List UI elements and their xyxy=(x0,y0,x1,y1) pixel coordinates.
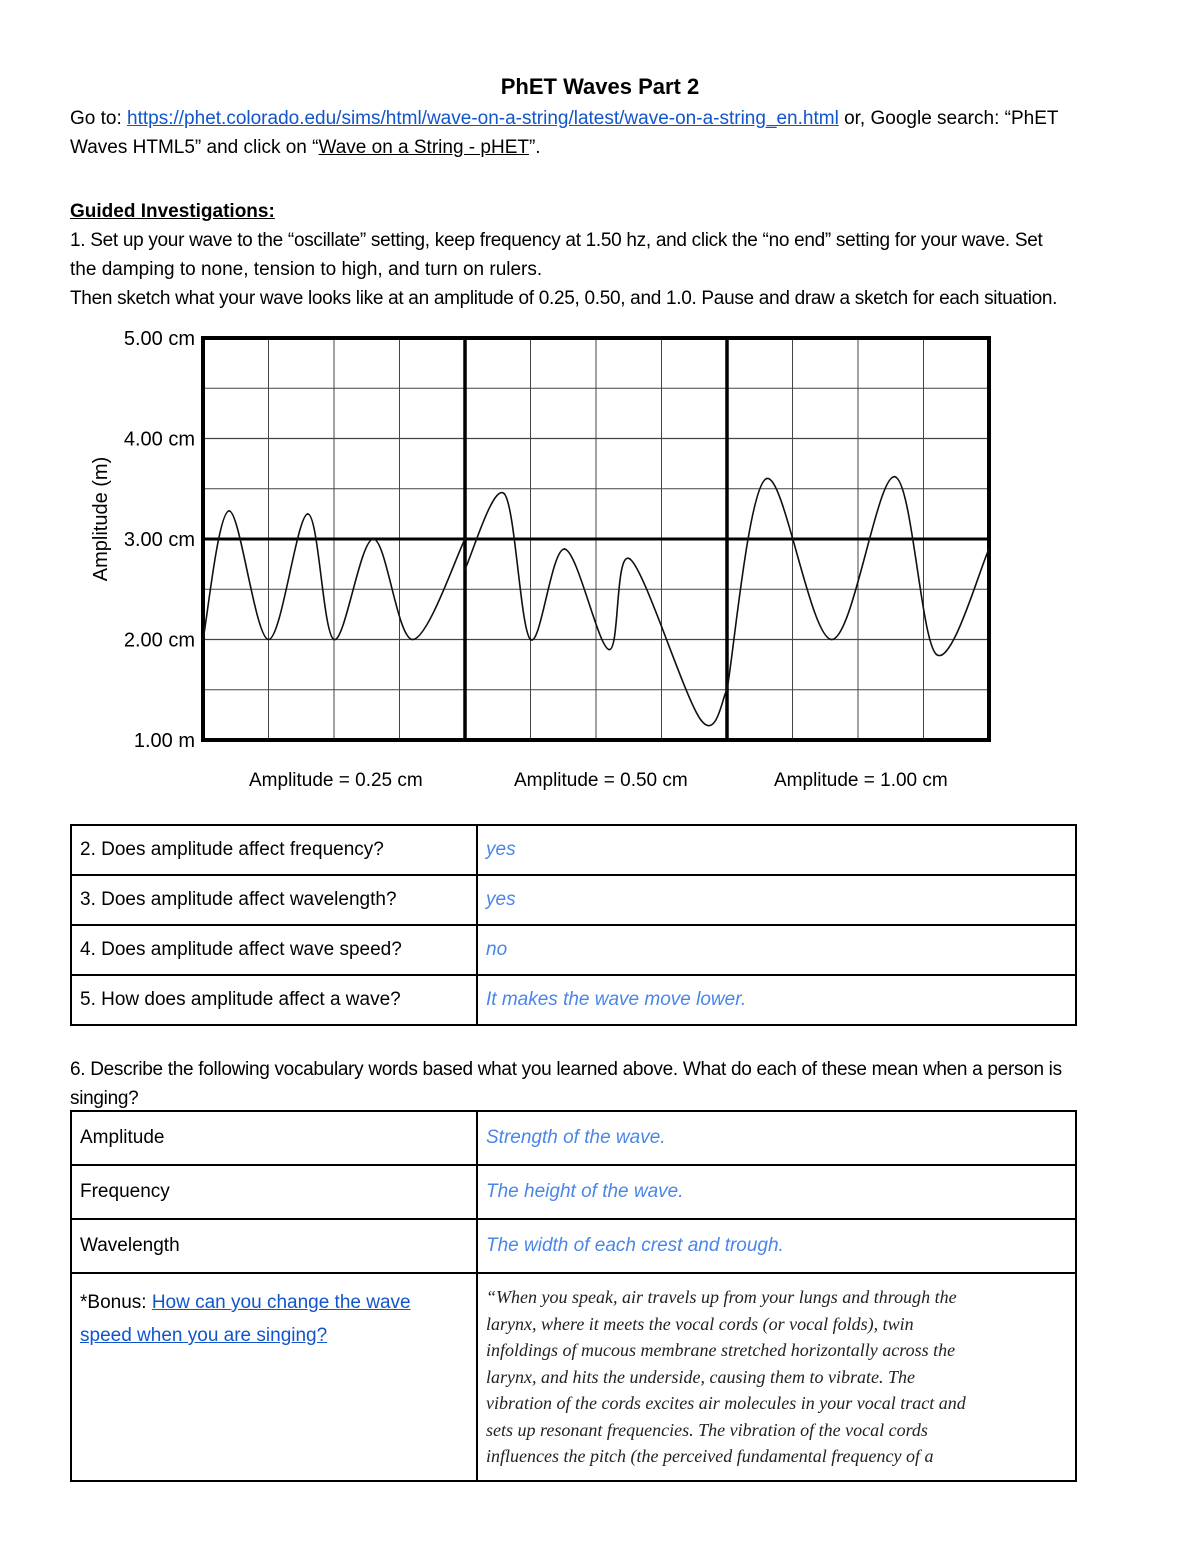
wave-on-a-string-link[interactable]: Wave on a String - pHET xyxy=(318,137,529,158)
answer-line: larynx, where it meets the vocal cords (or vocal folds), twin xyxy=(486,1313,914,1334)
y-tick-label: 4.00 cm xyxy=(123,428,195,451)
wave-point xyxy=(333,639,335,641)
answer-line: infoldings of mucous membrane stretched horizontally across the xyxy=(486,1340,956,1361)
wave-point xyxy=(307,513,309,515)
term-cell: Wavelength xyxy=(71,1219,477,1273)
table-row xyxy=(71,1273,1076,1481)
bonus-link-cont[interactable]: speed when you are singing? xyxy=(80,1325,328,1346)
q6-prompt xyxy=(70,1055,1130,1113)
wave-point xyxy=(765,478,767,480)
table-row xyxy=(71,1165,1076,1219)
phet-url-link[interactable]: https://phet.colorado.edu/sims/html/wave-on-a-string/latest/wave-on-a-string_en.html xyxy=(127,108,839,129)
answer-line: larynx, and hits the underside, causing them to vibrate. The xyxy=(486,1366,915,1387)
definition-cell[interactable]: The height of the wave. xyxy=(477,1165,1076,1219)
wave-point xyxy=(268,639,270,641)
goto-label: Go to: xyxy=(70,108,122,129)
intro-line2-pre: Waves HTML5” and click on “ xyxy=(70,137,319,158)
wave-point xyxy=(202,639,204,641)
q1-line3: Then sketch what your wave looks like at an amplitude of 0.25, 0.50, and 1.0. Pause and draw a sketch for each situation. xyxy=(70,288,1058,309)
table-row xyxy=(71,1219,1076,1273)
answer-cell[interactable]: It makes the wave move lower. xyxy=(477,975,1076,1025)
question-cell: 4. Does amplitude affect wave speed? xyxy=(71,925,477,975)
y-tick-label: 3.00 cm xyxy=(123,529,195,551)
amplitude-questions-table xyxy=(70,824,1077,1026)
caption-amplitude-100: Amplitude = 1.00 cm xyxy=(774,770,948,791)
table-row xyxy=(71,875,1076,925)
definition-cell[interactable]: The width of each crest and trough. xyxy=(477,1219,1076,1273)
wave-point xyxy=(831,639,833,641)
wave-point xyxy=(726,689,728,691)
bonus-link[interactable]: How can you change the wave xyxy=(151,1292,411,1313)
answer-cell[interactable]: no xyxy=(477,925,1076,975)
wave-point xyxy=(372,538,374,540)
y-axis-label: Amplitude (m) xyxy=(90,456,112,582)
question-cell: 5. How does amplitude affect a wave? xyxy=(71,975,477,1025)
answer-line: vibration of the cords excites air molecules in your vocal tract and xyxy=(486,1393,966,1414)
q1-line1: 1. Set up your wave to the “oscillate” setting, keep frequency at 1.50 hz, and click the “no end” setting for your wave. Set xyxy=(70,230,1043,251)
caption-amplitude-025: Amplitude = 0.25 cm xyxy=(249,770,423,791)
y-tick-label: 5.00 cm xyxy=(123,328,195,350)
term-cell: Frequency xyxy=(71,1165,477,1219)
wave-point xyxy=(228,510,230,512)
q6-line2: singing? xyxy=(70,1088,139,1109)
wave-point xyxy=(700,719,702,721)
wave-point xyxy=(412,639,414,641)
wave-point xyxy=(530,639,532,641)
answer-line: sets up resonant frequencies. The vibration of the vocal cords xyxy=(486,1419,928,1440)
table-row xyxy=(71,925,1076,975)
guided-heading: Guided Investigations: xyxy=(70,201,275,222)
intro-line2-post: ”. xyxy=(528,137,541,158)
q6-line1: 6. Describe the following vocabulary words based what you learned above. What do each of these mean when a person is xyxy=(70,1059,1062,1080)
bonus-cell xyxy=(71,1273,477,1481)
wave-point xyxy=(988,548,990,550)
caption-amplitude-050: Amplitude = 0.50 cm xyxy=(514,770,688,791)
y-tick-label: 2.00 cm xyxy=(123,629,195,652)
question-cell: 2. Does amplitude affect frequency? xyxy=(71,825,477,875)
q1-line2: the damping to none, tension to high, and turn on rulers. xyxy=(70,259,543,280)
answer-cell[interactable]: yes xyxy=(477,875,1076,925)
bonus-prefix: *Bonus: xyxy=(80,1292,152,1313)
table-row xyxy=(71,825,1076,875)
search-text: or, Google search: “PhET xyxy=(838,108,1059,129)
page-title: PhET Waves Part 2 xyxy=(500,74,700,99)
table-row xyxy=(71,1111,1076,1165)
wave-point xyxy=(936,654,938,656)
wave-point xyxy=(894,476,896,478)
definition-cell[interactable]: Strength of the wave. xyxy=(477,1111,1076,1165)
term-cell: Amplitude xyxy=(71,1111,477,1165)
bonus-answer-cell[interactable] xyxy=(477,1273,1076,1481)
wave-point xyxy=(464,568,466,570)
wave-point xyxy=(629,558,631,560)
answer-line: influences the pitch (the perceived fundamental frequency of a xyxy=(486,1446,934,1467)
wave-point xyxy=(608,649,610,651)
wave-point xyxy=(503,493,505,495)
intro-paragraph xyxy=(70,104,1130,162)
wave-point xyxy=(464,538,466,540)
table-row xyxy=(71,975,1076,1025)
amplitude-chart xyxy=(70,320,1000,760)
y-tick-label: 1.00 m xyxy=(133,730,195,752)
guided-section xyxy=(70,197,1130,313)
answer-cell[interactable]: yes xyxy=(477,825,1076,875)
question-cell: 3. Does amplitude affect wavelength? xyxy=(71,875,477,925)
answer-line: “When you speak, air travels up from your lungs and through the xyxy=(486,1287,957,1308)
wave-point xyxy=(564,548,566,550)
vocabulary-table xyxy=(70,1110,1077,1482)
